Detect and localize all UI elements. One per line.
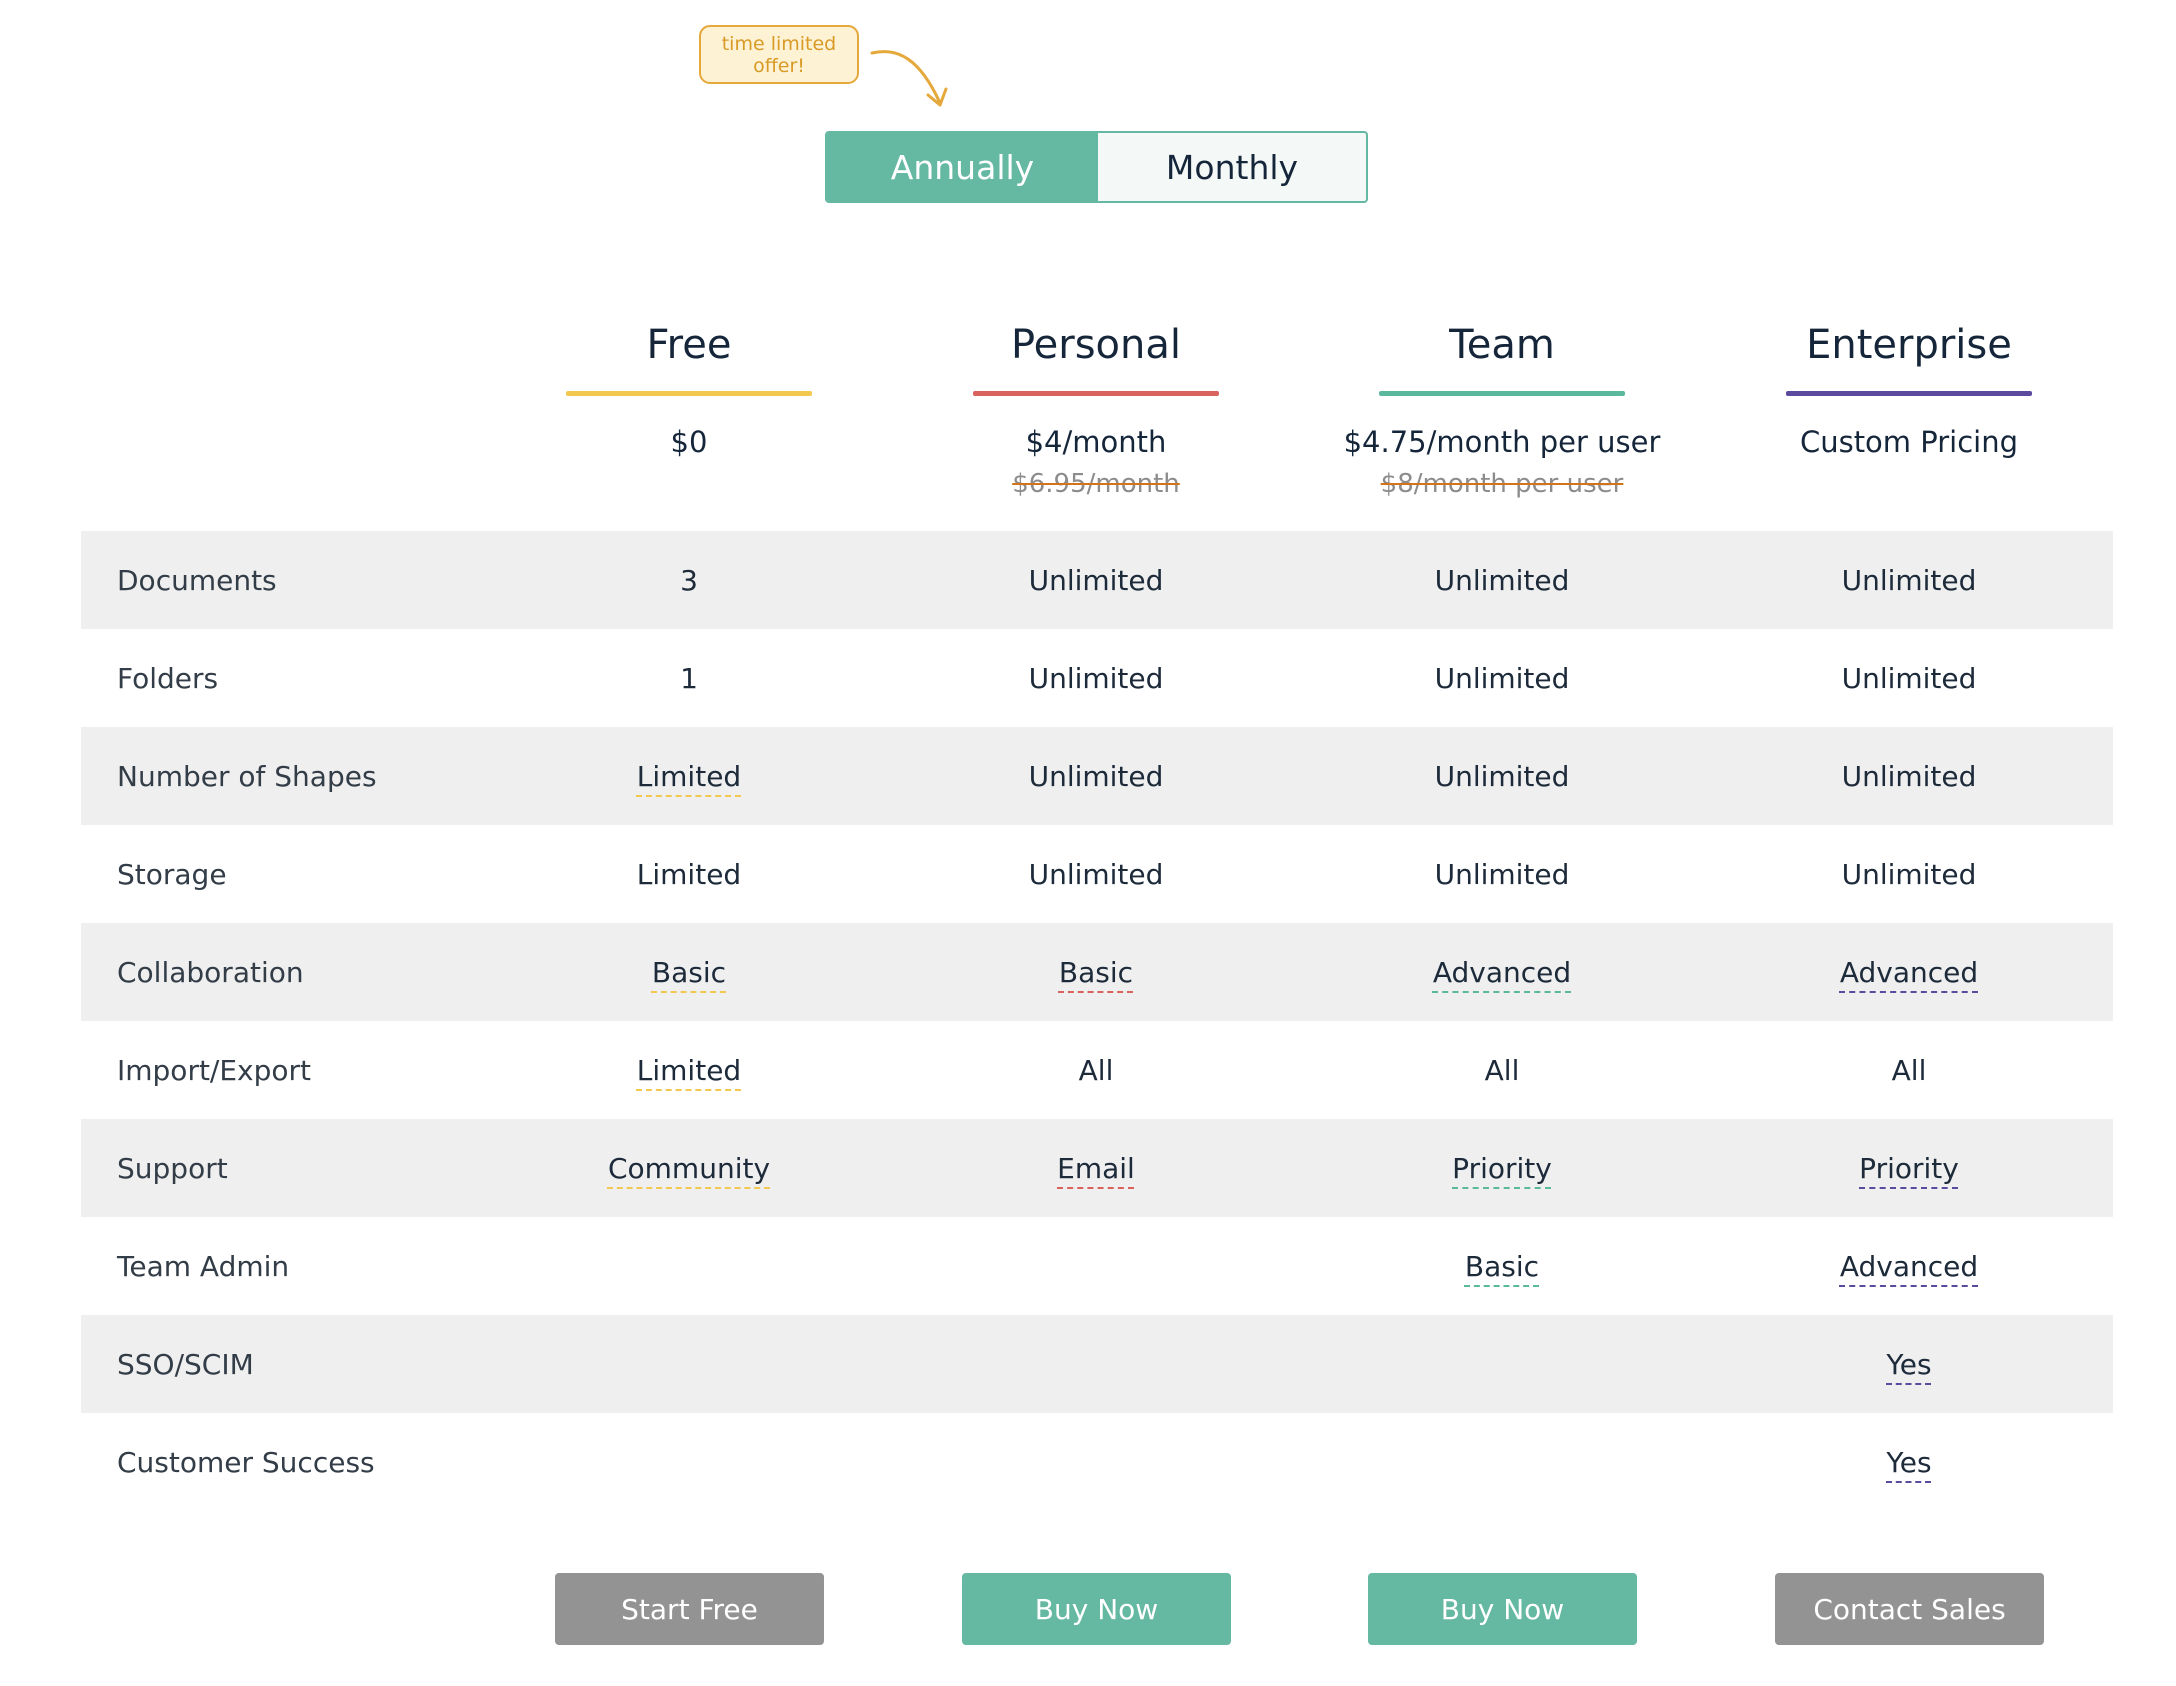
feature-value-free: 1 (680, 661, 698, 695)
plan-price-enterprise: Custom Pricing (1799, 425, 2019, 459)
plan-name-team: Team (1449, 322, 1555, 368)
feature-label: SSO/SCIM (117, 1347, 254, 1381)
feature-value-team[interactable]: Advanced (1432, 955, 1572, 989)
feature-value-personal: Unlimited (1028, 563, 1164, 597)
curved-arrow-icon (868, 45, 948, 115)
feature-value-enterprise: Unlimited (1841, 661, 1977, 695)
feature-value-team: Unlimited (1434, 857, 1570, 891)
feature-value-personal: Unlimited (1028, 857, 1164, 891)
feature-value-personal[interactable]: Basic (1058, 955, 1134, 989)
table-row (81, 1315, 2113, 1413)
feature-comparison-table (81, 531, 2113, 1511)
table-row (81, 825, 2113, 923)
feature-value-free[interactable]: Limited (636, 1053, 742, 1087)
plan-name-personal: Personal (1010, 322, 1182, 368)
table-row (81, 629, 2113, 727)
plan-old-price-personal: $6.95/month (1012, 469, 1180, 499)
feature-value-team: Unlimited (1434, 563, 1570, 597)
feature-label: Customer Success (117, 1445, 375, 1479)
feature-value-team: Unlimited (1434, 759, 1570, 793)
feature-value-free[interactable]: Community (607, 1151, 771, 1185)
feature-label: Support (117, 1151, 228, 1185)
plan-name-enterprise: Enterprise (1806, 322, 2012, 368)
feature-value-free: Limited (636, 857, 742, 891)
feature-value-team[interactable]: Priority (1452, 1151, 1552, 1185)
feature-value-enterprise[interactable]: Advanced (1839, 955, 1979, 989)
feature-label: Folders (117, 661, 219, 695)
feature-value-enterprise[interactable]: Yes (1886, 1347, 1932, 1381)
feature-value-free[interactable]: Limited (636, 759, 742, 793)
feature-label: Number of Shapes (117, 759, 377, 793)
plan-price-team: $4.75/month per user (1343, 425, 1661, 459)
feature-value-personal: Unlimited (1028, 759, 1164, 793)
table-row (81, 727, 2113, 825)
table-row (81, 1217, 2113, 1315)
feature-value-personal: Unlimited (1028, 661, 1164, 695)
feature-value-personal[interactable]: Email (1057, 1151, 1135, 1185)
plan-old-price-team: $8/month per user (1380, 469, 1624, 499)
feature-value-enterprise[interactable]: Priority (1859, 1151, 1959, 1185)
table-row (81, 531, 2113, 629)
table-row (81, 1413, 2113, 1511)
feature-value-enterprise[interactable]: Advanced (1839, 1249, 1979, 1283)
time-limited-offer-badge (699, 25, 859, 84)
plan-accent-line-free (566, 391, 812, 396)
table-row (81, 1021, 2113, 1119)
feature-value-free[interactable]: Basic (651, 955, 727, 989)
feature-value-enterprise: Unlimited (1841, 857, 1977, 891)
plan-accent-line-personal (973, 391, 1219, 396)
table-row (81, 1119, 2113, 1217)
feature-value-team: All (1484, 1053, 1520, 1087)
plan-price-personal: $4/month (1025, 425, 1167, 459)
feature-label: Storage (117, 857, 227, 891)
feature-value-enterprise: Unlimited (1841, 759, 1977, 793)
plan-button-personal[interactable]: Buy Now (962, 1573, 1231, 1645)
feature-value-team[interactable]: Basic (1464, 1249, 1540, 1283)
feature-value-team: Unlimited (1434, 661, 1570, 695)
offer-label: time limited offer! (721, 32, 837, 77)
feature-label: Import/Export (117, 1053, 312, 1087)
feature-value-personal: All (1078, 1053, 1114, 1087)
feature-label: Team Admin (117, 1249, 290, 1283)
plan-accent-line-enterprise (1786, 391, 2032, 396)
plan-button-enterprise[interactable]: Contact Sales (1775, 1573, 2044, 1645)
plan-button-free[interactable]: Start Free (555, 1573, 824, 1645)
plan-name-free: Free (646, 322, 732, 368)
plan-accent-line-team (1379, 391, 1625, 396)
feature-label: Collaboration (117, 955, 304, 989)
table-row (81, 923, 2113, 1021)
feature-value-enterprise: All (1891, 1053, 1927, 1087)
feature-label: Documents (117, 563, 277, 597)
feature-value-enterprise: Unlimited (1841, 563, 1977, 597)
plan-button-team[interactable]: Buy Now (1368, 1573, 1637, 1645)
feature-value-enterprise[interactable]: Yes (1886, 1445, 1932, 1479)
feature-value-free: 3 (680, 563, 698, 597)
plan-price-free: $0 (670, 425, 708, 459)
toggle-monthly[interactable]: Monthly (1165, 147, 1299, 187)
toggle-annually[interactable]: Annually (827, 133, 1098, 201)
billing-period-toggle (825, 131, 1368, 203)
